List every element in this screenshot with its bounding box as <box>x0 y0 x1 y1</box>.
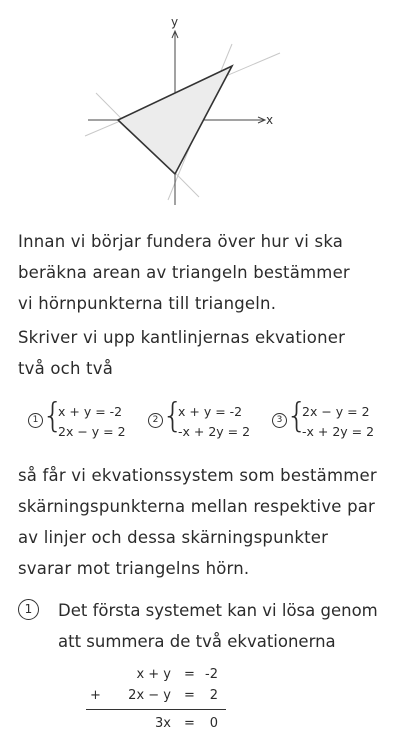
addition-result-eq: = <box>184 716 195 731</box>
lines-line-1: Skriver vi upp kantlinjernas ekvationer <box>18 328 346 347</box>
addition-row-2-lhs: 2x − y <box>128 688 171 703</box>
x-axis-label: x <box>266 113 274 127</box>
addition-row-1 <box>86 665 226 685</box>
addition-result-rhs: 0 <box>209 716 218 731</box>
system-2-eq2: -x + 2y = 2 <box>178 424 251 439</box>
system-3-eq1: 2x − y = 2 <box>302 404 370 419</box>
explain-line-4: svarar mot triangelns hörn. <box>18 559 250 578</box>
addition-row-1-lhs: x + y <box>136 667 171 682</box>
addition-row-2 <box>86 686 226 706</box>
addition-row-1-rhs: -2 <box>205 667 218 682</box>
addition-result-lhs: 3x <box>155 716 171 731</box>
system-2-brace: { <box>162 396 184 436</box>
explain-line-1: så får vi ekvationssystem som bestämmer <box>18 466 377 485</box>
addition-row-2-rhs: 2 <box>209 688 218 703</box>
addition-row-2-eq: = <box>184 688 195 703</box>
system-1-eq1: x + y = -2 <box>58 404 123 419</box>
triangle-graph <box>0 0 420 212</box>
system-2-number: 2 <box>148 413 163 428</box>
intro-paragraph <box>18 226 403 319</box>
step-1-line-2: att summera de två ekvationerna <box>58 632 336 651</box>
intro-line-3: vi hörnpunkterna till triangeln. <box>18 294 277 313</box>
system-1-number: 1 <box>28 413 43 428</box>
lines-line-2: två och två <box>18 359 114 378</box>
intro-line-2: beräkna arean av triangeln bestämmer <box>18 263 350 282</box>
addition-row-1-eq: = <box>184 667 195 682</box>
addition-plus-sign: + <box>90 688 101 703</box>
y-axis-label: y <box>171 15 179 29</box>
step-1-line-1: Det första systemet kan vi lösa genom <box>58 601 378 620</box>
explain-line-3: av linjer och dessa skärningspunkter <box>18 528 329 547</box>
equation-addition <box>86 665 226 735</box>
intro-line-1: Innan vi börjar fundera över hur vi ska <box>18 232 344 251</box>
addition-rule <box>86 709 226 710</box>
lines-paragraph <box>18 322 403 384</box>
equation-systems <box>0 396 420 450</box>
system-2-eq1: x + y = -2 <box>178 404 243 419</box>
addition-result <box>86 714 226 734</box>
system-1-eq2: 2x − y = 2 <box>58 424 126 439</box>
explanation-paragraph <box>18 460 403 584</box>
step-1-number: 1 <box>18 599 39 620</box>
system-1-brace: { <box>42 396 64 436</box>
explain-line-2: skärningspunkterna mellan respektive par <box>18 497 376 516</box>
system-3-brace: { <box>286 396 308 436</box>
system-3-number: 3 <box>272 413 287 428</box>
system-3-eq2: -x + 2y = 2 <box>302 424 375 439</box>
